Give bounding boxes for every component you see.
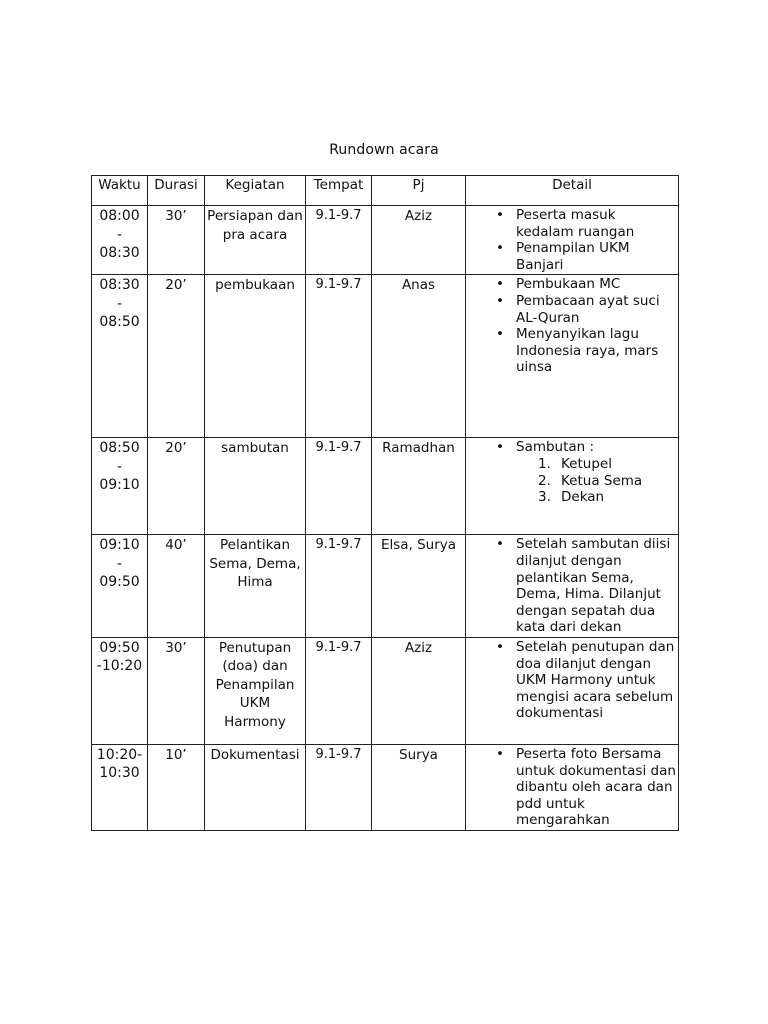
tempat-cell: 9.1-9.7 — [306, 438, 372, 535]
rundown-table — [91, 175, 679, 831]
detail-list — [472, 207, 676, 273]
tempat-cell: 9.1-9.7 — [306, 637, 372, 744]
table-row — [92, 637, 679, 744]
kegiatan-cell: Pelantikan Sema, Dema, Hima — [205, 535, 306, 638]
pj-cell: Anas — [372, 275, 466, 438]
detail-text: Peserta masuk kedalam ruangan — [516, 207, 635, 240]
waktu-separator: - — [116, 458, 123, 475]
pj-cell: Aziz — [372, 206, 466, 275]
waktu-start: 10:20- — [96, 746, 143, 763]
kegiatan-cell: Dokumentasi — [205, 744, 306, 830]
detail-cell — [466, 206, 679, 275]
detail-text: Penampilan UKM Banjari — [516, 240, 630, 273]
sub-list-item — [538, 489, 676, 506]
bullet-icon: • — [496, 292, 504, 309]
table-row — [92, 535, 679, 638]
list-item — [496, 292, 676, 326]
detail-cell — [466, 535, 679, 638]
waktu-cell — [92, 744, 148, 830]
waktu-end: 09:10 — [99, 477, 140, 494]
pj-cell: Ramadhan — [372, 438, 466, 535]
durasi-cell: 20’ — [148, 438, 205, 535]
header-durasi: Durasi — [148, 176, 205, 206]
detail-text: Peserta foto Bersama untuk dokumentasi dan dibantu oleh acara dan pdd untuk mengarahkan — [516, 745, 676, 829]
waktu-start: 08:00 — [99, 208, 140, 224]
waktu-end: 10:30 — [99, 765, 140, 782]
tempat-cell: 9.1-9.7 — [306, 535, 372, 638]
document-title: Rundown acara — [329, 142, 439, 158]
bullet-icon: • — [496, 207, 504, 223]
sub-list-item — [538, 472, 676, 490]
waktu-separator: - — [116, 226, 123, 243]
waktu-start: 08:50 — [99, 440, 140, 457]
table-header-row — [92, 176, 679, 206]
header-kegiatan: Kegiatan — [205, 176, 306, 206]
tempat-cell: 9.1-9.7 — [306, 744, 372, 830]
bullet-icon: • — [496, 326, 504, 343]
detail-list — [472, 639, 676, 722]
durasi-cell: 30’ — [148, 206, 205, 275]
list-item — [496, 276, 676, 293]
bullet-icon: • — [496, 745, 504, 762]
list-item — [496, 439, 676, 506]
list-item — [496, 240, 676, 273]
header-detail: Detail — [466, 176, 679, 206]
waktu-cell — [92, 438, 148, 535]
list-item — [496, 536, 676, 636]
durasi-cell: 10’ — [148, 744, 205, 830]
header-waktu: Waktu — [92, 176, 148, 206]
list-number: 3. — [538, 489, 551, 506]
numbered-sub-list — [516, 456, 676, 506]
detail-text: Pembukaan MC — [516, 276, 621, 293]
detail-list — [472, 276, 676, 376]
durasi-cell: 40’ — [148, 535, 205, 638]
tempat-cell: 9.1-9.7 — [306, 206, 372, 275]
waktu-cell — [92, 275, 148, 438]
sub-list-text: Ketua Sema — [561, 472, 643, 489]
list-item — [496, 638, 676, 722]
table-row — [92, 438, 679, 535]
detail-text: Menyanyikan lagu Indonesia raya, mars uinsa — [516, 326, 659, 376]
kegiatan-cell: Penutupan (doa) dan Penampilan UKM Harmony — [205, 637, 306, 744]
pj-cell: Surya — [372, 744, 466, 830]
kegiatan-cell: pembukaan — [205, 275, 306, 438]
sub-list-text: Dekan — [561, 489, 605, 506]
sub-list-item — [538, 455, 676, 473]
list-number: 1. — [538, 455, 551, 472]
bullet-icon: • — [496, 240, 504, 257]
tempat-cell: 9.1-9.7 — [306, 275, 372, 438]
bullet-icon: • — [496, 439, 504, 456]
sub-list-text: Ketupel — [561, 455, 612, 472]
bullet-icon: • — [496, 276, 504, 293]
waktu-cell — [92, 535, 148, 638]
detail-cell — [466, 637, 679, 744]
pj-cell: Elsa, Surya — [372, 535, 466, 638]
detail-text: Sambutan : — [516, 439, 595, 456]
durasi-cell: 20’ — [148, 275, 205, 438]
table-row — [92, 206, 679, 275]
list-item — [496, 326, 676, 376]
detail-text: Setelah sambutan diisi dilanjut dengan pelantikan Sema, Dema, Hima. Dilanjut dengan sepatah dua kata dari dekan — [516, 536, 671, 636]
bullet-icon: • — [496, 536, 504, 553]
list-item — [496, 745, 676, 829]
kegiatan-cell: Persiapan dan pra acara — [205, 206, 306, 275]
bullet-icon: • — [496, 638, 504, 655]
waktu-end: 08:50 — [99, 314, 140, 331]
list-item — [496, 207, 676, 240]
waktu-end: 08:30 — [99, 245, 140, 261]
header-tempat: Tempat — [306, 176, 372, 206]
detail-cell — [466, 275, 679, 438]
header-pj: Pj — [372, 176, 466, 206]
detail-text: Setelah penutupan dan doa dilanjut dengan UKM Harmony untuk mengisi acara sebelum dokumentasi — [516, 638, 675, 722]
waktu-start: 09:10 — [99, 537, 140, 554]
detail-cell — [466, 438, 679, 535]
pj-cell: Aziz — [372, 637, 466, 744]
waktu-cell — [92, 637, 148, 744]
detail-list — [472, 536, 676, 636]
detail-list — [472, 746, 676, 829]
waktu-end: 09:50 — [99, 574, 140, 591]
waktu-separator: - — [116, 555, 123, 572]
waktu-start: 08:30 — [99, 277, 140, 294]
detail-text: Pembacaan ayat suci AL-Quran — [516, 292, 660, 326]
detail-list — [472, 439, 676, 505]
detail-cell — [466, 744, 679, 830]
waktu-separator: - — [116, 295, 123, 312]
waktu-separator: -10:20 — [96, 658, 143, 675]
durasi-cell: 30’ — [148, 637, 205, 744]
list-number: 2. — [538, 472, 551, 489]
kegiatan-cell: sambutan — [205, 438, 306, 535]
waktu-start: 09:50 — [99, 639, 140, 656]
table-row — [92, 275, 679, 438]
waktu-cell — [92, 206, 148, 275]
table-row — [92, 744, 679, 830]
